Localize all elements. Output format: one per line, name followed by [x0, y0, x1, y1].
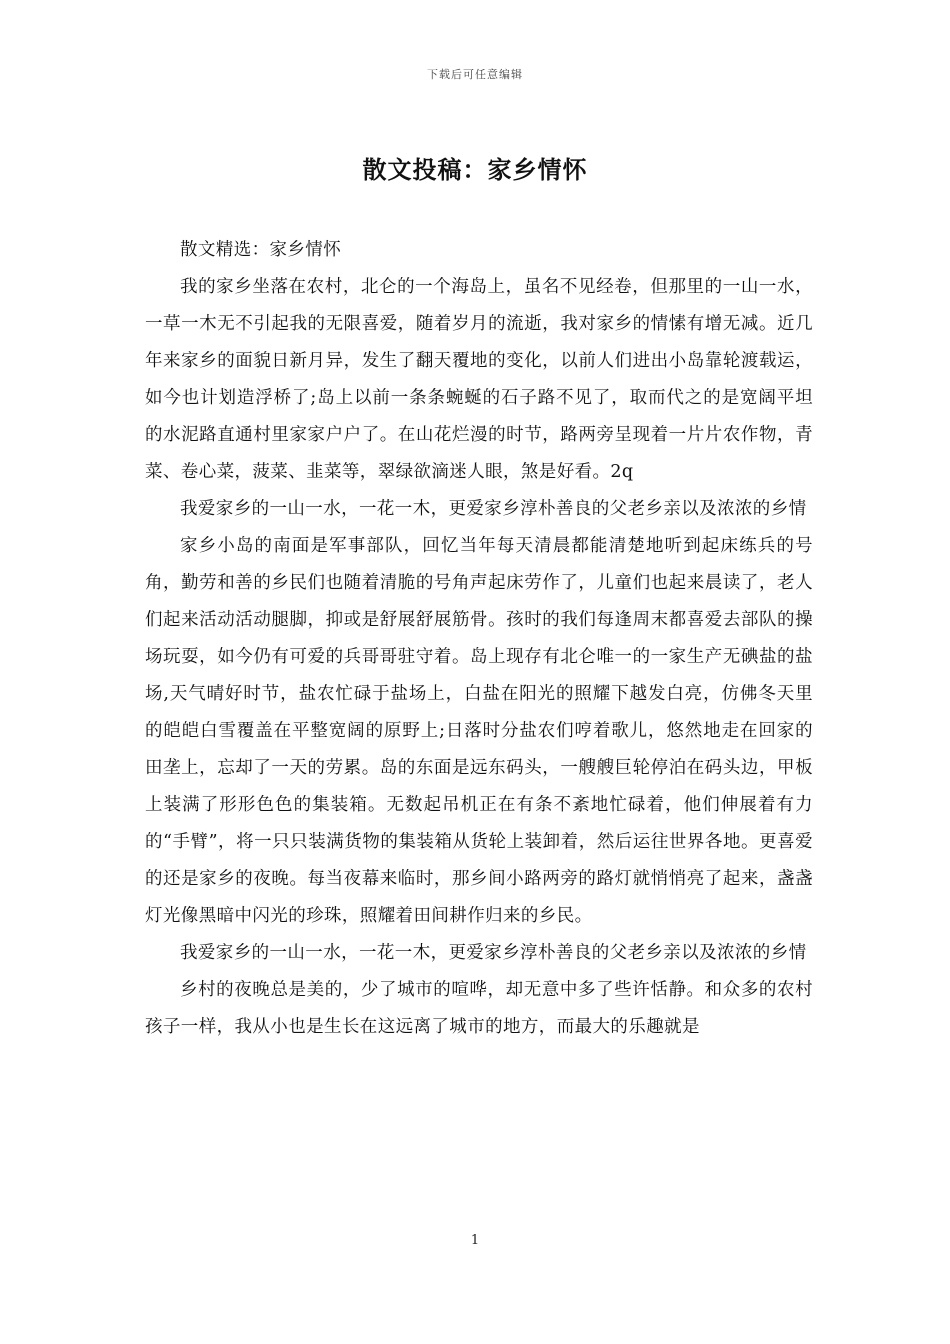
body-paragraph: 乡村的夜晚总是美的，少了城市的喧哗，却无意中多了些许恬静。和众多的农村孩子一样，我从小也是生长在这远离了城市的地方，而最大的乐趣就是	[145, 980, 813, 1037]
body-paragraph: 我的家乡坐落在农村，北仑的一个海岛上，虽名不见经卷，但那里的一山一水，一草一木无不引起我的无限喜爱，随着岁月的流逝，我对家乡的情愫有增无减。近几年来家乡的面貌日新月异，发生了翻天覆地的变化，以前人们进出小岛靠轮渡载运，如今也计划造浮桥了;岛上以前一条条蜿蜒的石子路不见了，取而代之的是宽阔平坦的水泥路直通村里家家户户了。在山花烂漫的时节，路两旁呈现着一片片农作物，青菜、卷心菜，菠菜、韭菜等，翠绿欲滴迷人眼，煞是好看。2q	[145, 277, 813, 482]
document-title: 散文投稿：家乡情怀	[362, 156, 588, 184]
subtitle-paragraph: 散文精选：家乡情怀	[180, 240, 342, 260]
document-body	[145, 232, 813, 1046]
page-number: 1	[470, 1233, 480, 1248]
body-paragraph: 我爱家乡的一山一水，一花一木，更爱家乡淳朴善良的父老乡亲以及浓浓的乡情	[180, 943, 807, 963]
page-header-note: 下载后可任意编辑	[427, 68, 523, 81]
body-paragraph: 家乡小岛的南面是军事部队，回忆当年每天清晨都能清楚地听到起床练兵的号角，勤劳和善的乡民们也随着清脆的号角声起床劳作了，儿童们也起来晨读了，老人们起来活动活动腿脚，抑或是舒展舒展筋骨。孩时的我们每逢周末都喜爱去部队的操场玩耍，如今仍有可爱的兵哥哥驻守着。岛上现存有北仑唯一的一家生产无碘盐的盐场,天气晴好时节，盐农忙碌于盐场上，白盐在阳光的照耀下越发白亮，仿佛冬天里的皑皑白雪覆盖在平整宽阔的原野上;日落时分盐农们哼着歌儿，悠然地走在回家的田垄上，忘却了一天的劳累。岛的东面是远东码头，一艘艘巨轮停泊在码头边，甲板上装满了形形色色的集装箱。无数起吊机正在有条不紊地忙碌着，他们伸展着有力的“手臂”，将一只只装满货物的集装箱从货轮上装卸着，然后运往世界各地。更喜爱的还是家乡的夜晚。每当夜幕来临时，那乡间小路两旁的路灯就悄悄亮了起来，盏盏灯光像黑暗中闪光的珍珠，照耀着田间耕作归来的乡民。	[145, 536, 813, 926]
body-paragraph: 我爱家乡的一山一水，一花一木，更爱家乡淳朴善良的父老乡亲以及浓浓的乡情	[180, 499, 807, 519]
